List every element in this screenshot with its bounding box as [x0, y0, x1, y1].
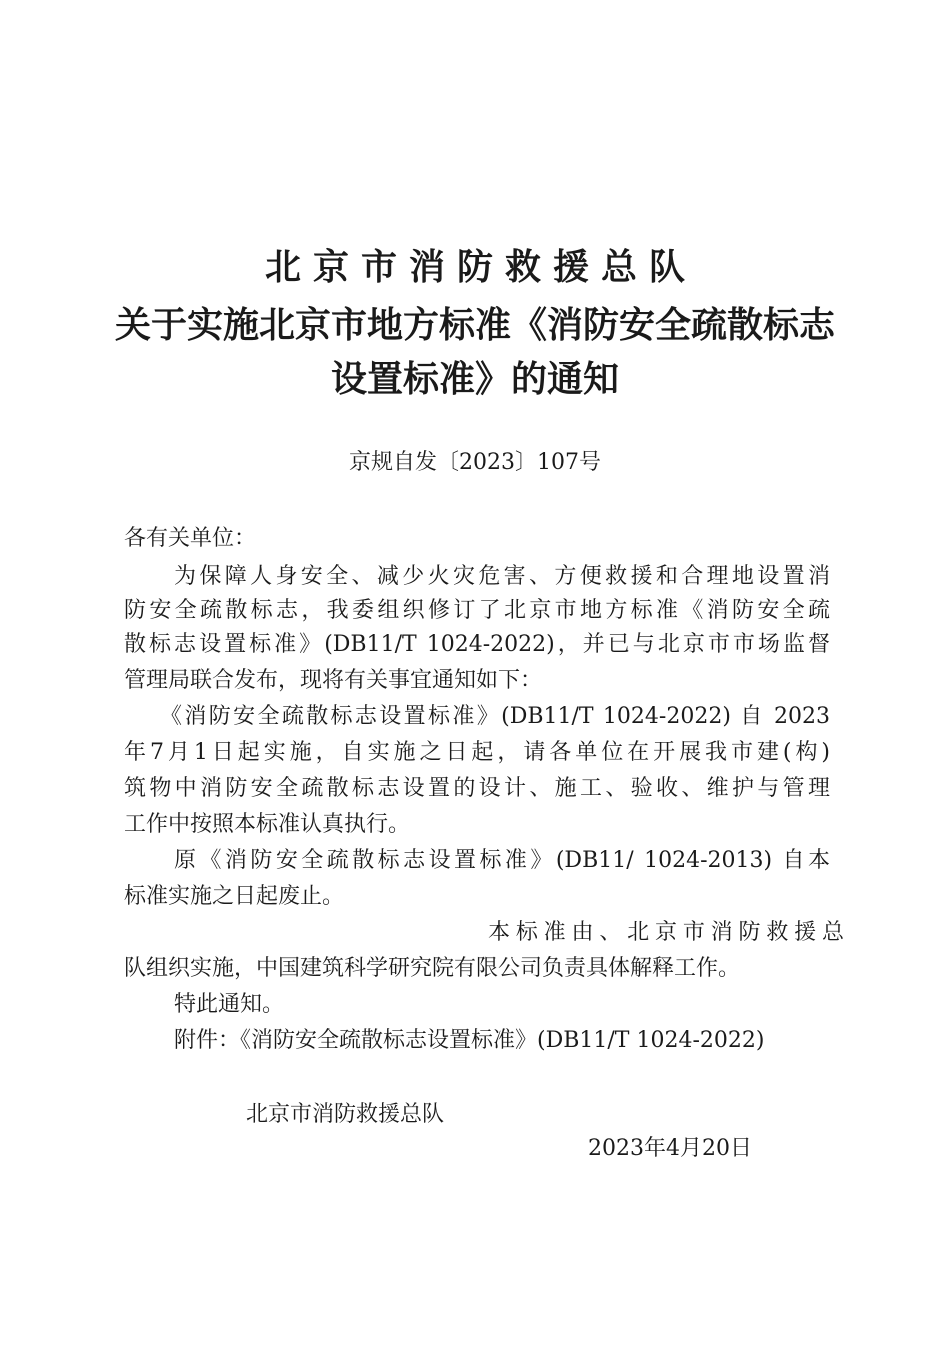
paragraph-1-line-4: 管理局联合发布，现将有关事宜通知如下： — [124, 668, 543, 693]
closing-remark: 特此通知。 — [174, 992, 285, 1017]
paragraph-1-line-2: 防安全疏散标志，我委组织修订了北京市地方标准《消防安全疏 — [124, 598, 830, 623]
signature-issuer: 北京市消防救援总队 — [246, 1102, 445, 1127]
paragraph-2-line-2: 年7月1日起实施，自实施之日起，请各单位在开展我市建(构) — [124, 740, 830, 765]
title-line-subject: 关于实施北京市地方标准《消防安全疏散标志 — [114, 305, 835, 346]
salutation: 各有关单位： — [124, 526, 257, 551]
paragraph-4-line-2: 队组织实施，中国建筑科学研究院有限公司负责具体解释工作。 — [124, 956, 741, 981]
signature-date: 2023年4月20日 — [588, 1136, 752, 1161]
paragraph-2-line-1: 《消防安全疏散标志设置标准》(DB11/T 1024-2022) 自 2023 — [160, 704, 830, 729]
paragraph-1-line-1: 为保障人身安全、减少火灾危害、方便救援和合理地设置消 — [174, 564, 830, 589]
paragraph-3-line-2: 标准实施之日起废止。 — [124, 884, 345, 909]
paragraph-4-line-1: 本标准由、北京市消防救援总 — [488, 920, 844, 945]
paragraph-1-line-3: 散标志设置标准》(DB11/T 1024-2022)，并已与北京市市场监督 — [124, 632, 830, 657]
title-line-subject-end: 设置标准》的通知 — [330, 359, 619, 400]
document-number: 京规自发〔2023〕107号 — [349, 450, 601, 475]
paragraph-2-line-3: 筑物中消防安全疏散标志设置的设计、施工、验收、维护与管理 — [124, 776, 830, 801]
attachment-line: 附件：《消防安全疏散标志设置标准》(DB11/T 1024-2022) — [174, 1028, 765, 1053]
paragraph-3-line-1: 原《消防安全疏散标志设置标准》(DB11/ 1024-2013) 自本 — [174, 848, 830, 873]
paragraph-2-line-4: 工作中按照本标准认真执行。 — [124, 812, 411, 837]
title-line-issuer: 北京市消防救援总队 — [264, 247, 697, 288]
